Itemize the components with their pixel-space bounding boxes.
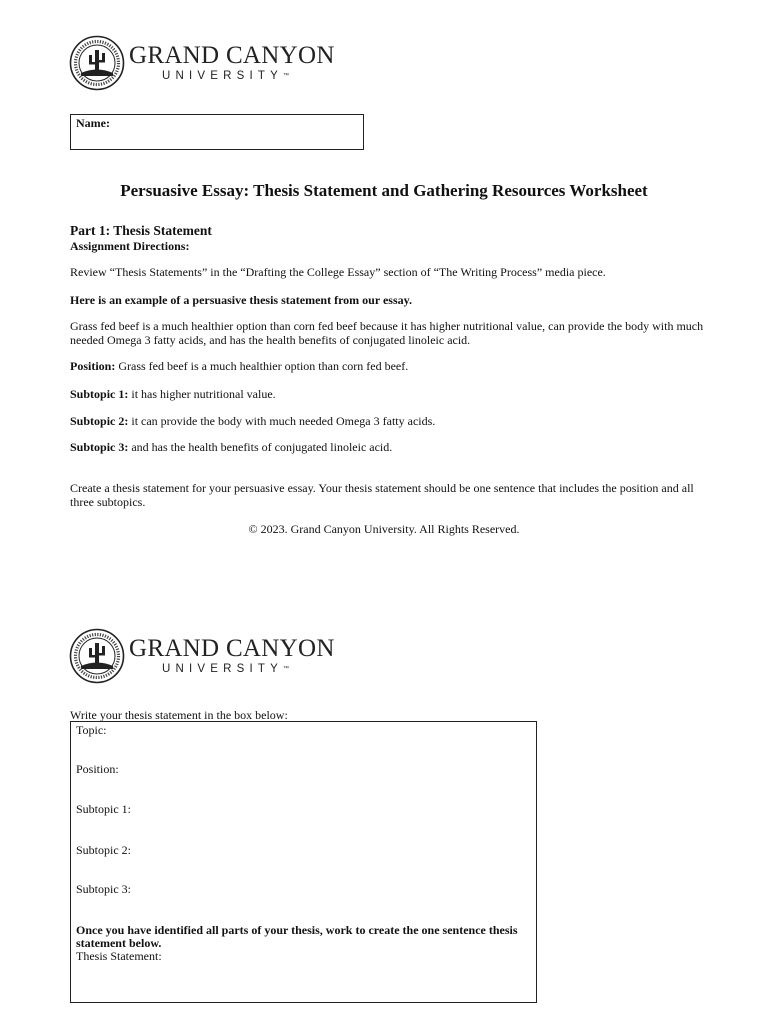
university-name: GRAND CANYON [129,42,335,69]
university-subname: UNIVERSITY™ [162,663,290,675]
example-thesis-line2: needed Omega 3 fatty acids, and has the health benefits of conjugated linoleic acid. [70,333,471,347]
example-subtopic3 [70,440,392,454]
subtopic3-field-label: Subtopic 3: [76,882,132,896]
copyright: © 2023. Grand Canyon University. All Rights Reserved. [248,522,520,536]
thesis-statement-label: Thesis Statement: [76,949,162,963]
page-title: Persuasive Essay: Thesis Statement and Gathering Resources Worksheet [120,181,648,200]
subtopic3-label: Subtopic 3: [70,440,129,454]
university-wordmark [129,43,335,83]
subtopic2-text: it can provide the body with much needed Omega 3 fatty acids. [128,414,436,428]
thesis-instruction-line2: statement below. [76,936,162,950]
university-seal-icon [69,35,125,91]
subtopic1-field-label: Subtopic 1: [76,802,132,816]
name-field[interactable] [70,114,364,150]
review-text: Review “Thesis Statements” in the “Drafting the College Essay” section of “The Writing Process” media piece. [70,265,606,279]
university-wordmark [129,636,335,676]
page2-intro: Write your thesis statement in the box below: [70,708,288,722]
example-intro: Here is an example of a persuasive thesis statement from our essay. [70,293,412,307]
create-instructions-line2: three subtopics. [70,495,146,509]
example-thesis-line1: Grass fed beef is a much healthier option than corn fed beef because it has higher nutritional value, can provide the body with much [70,319,704,333]
subtopic1-text: it has higher nutritional value. [128,387,276,401]
topic-label: Topic: [76,723,107,737]
subtopic2-field-label: Subtopic 2: [76,843,132,857]
thesis-instruction-line1: Once you have identified all parts of your thesis, work to create the one sentence thesis [76,923,518,937]
create-instructions-line1: Create a thesis statement for your persuasive essay. Your thesis statement should be one sentence that includes the position and all [70,481,694,495]
name-label: Name: [76,116,110,130]
directions-label: Assignment Directions: [70,239,190,253]
university-subname: UNIVERSITY™ [162,70,290,82]
part1-heading: Part 1: Thesis Statement [70,223,212,238]
subtopic1-label: Subtopic 1: [70,387,129,401]
position-label: Position: [70,359,116,373]
example-subtopic2 [70,414,435,428]
university-logo-page2 [69,628,335,684]
position-text: Grass fed beef is a much healthier option than corn fed beef. [115,359,409,373]
thesis-box[interactable] [70,721,537,1003]
position-field-label: Position: [76,762,119,776]
example-subtopic1 [70,387,276,401]
university-seal-icon [69,628,125,684]
example-position [70,359,408,373]
subtopic2-label: Subtopic 2: [70,414,129,428]
university-name: GRAND CANYON [129,635,335,662]
university-logo [69,35,335,91]
subtopic3-text: and has the health benefits of conjugated linoleic acid. [128,440,393,454]
